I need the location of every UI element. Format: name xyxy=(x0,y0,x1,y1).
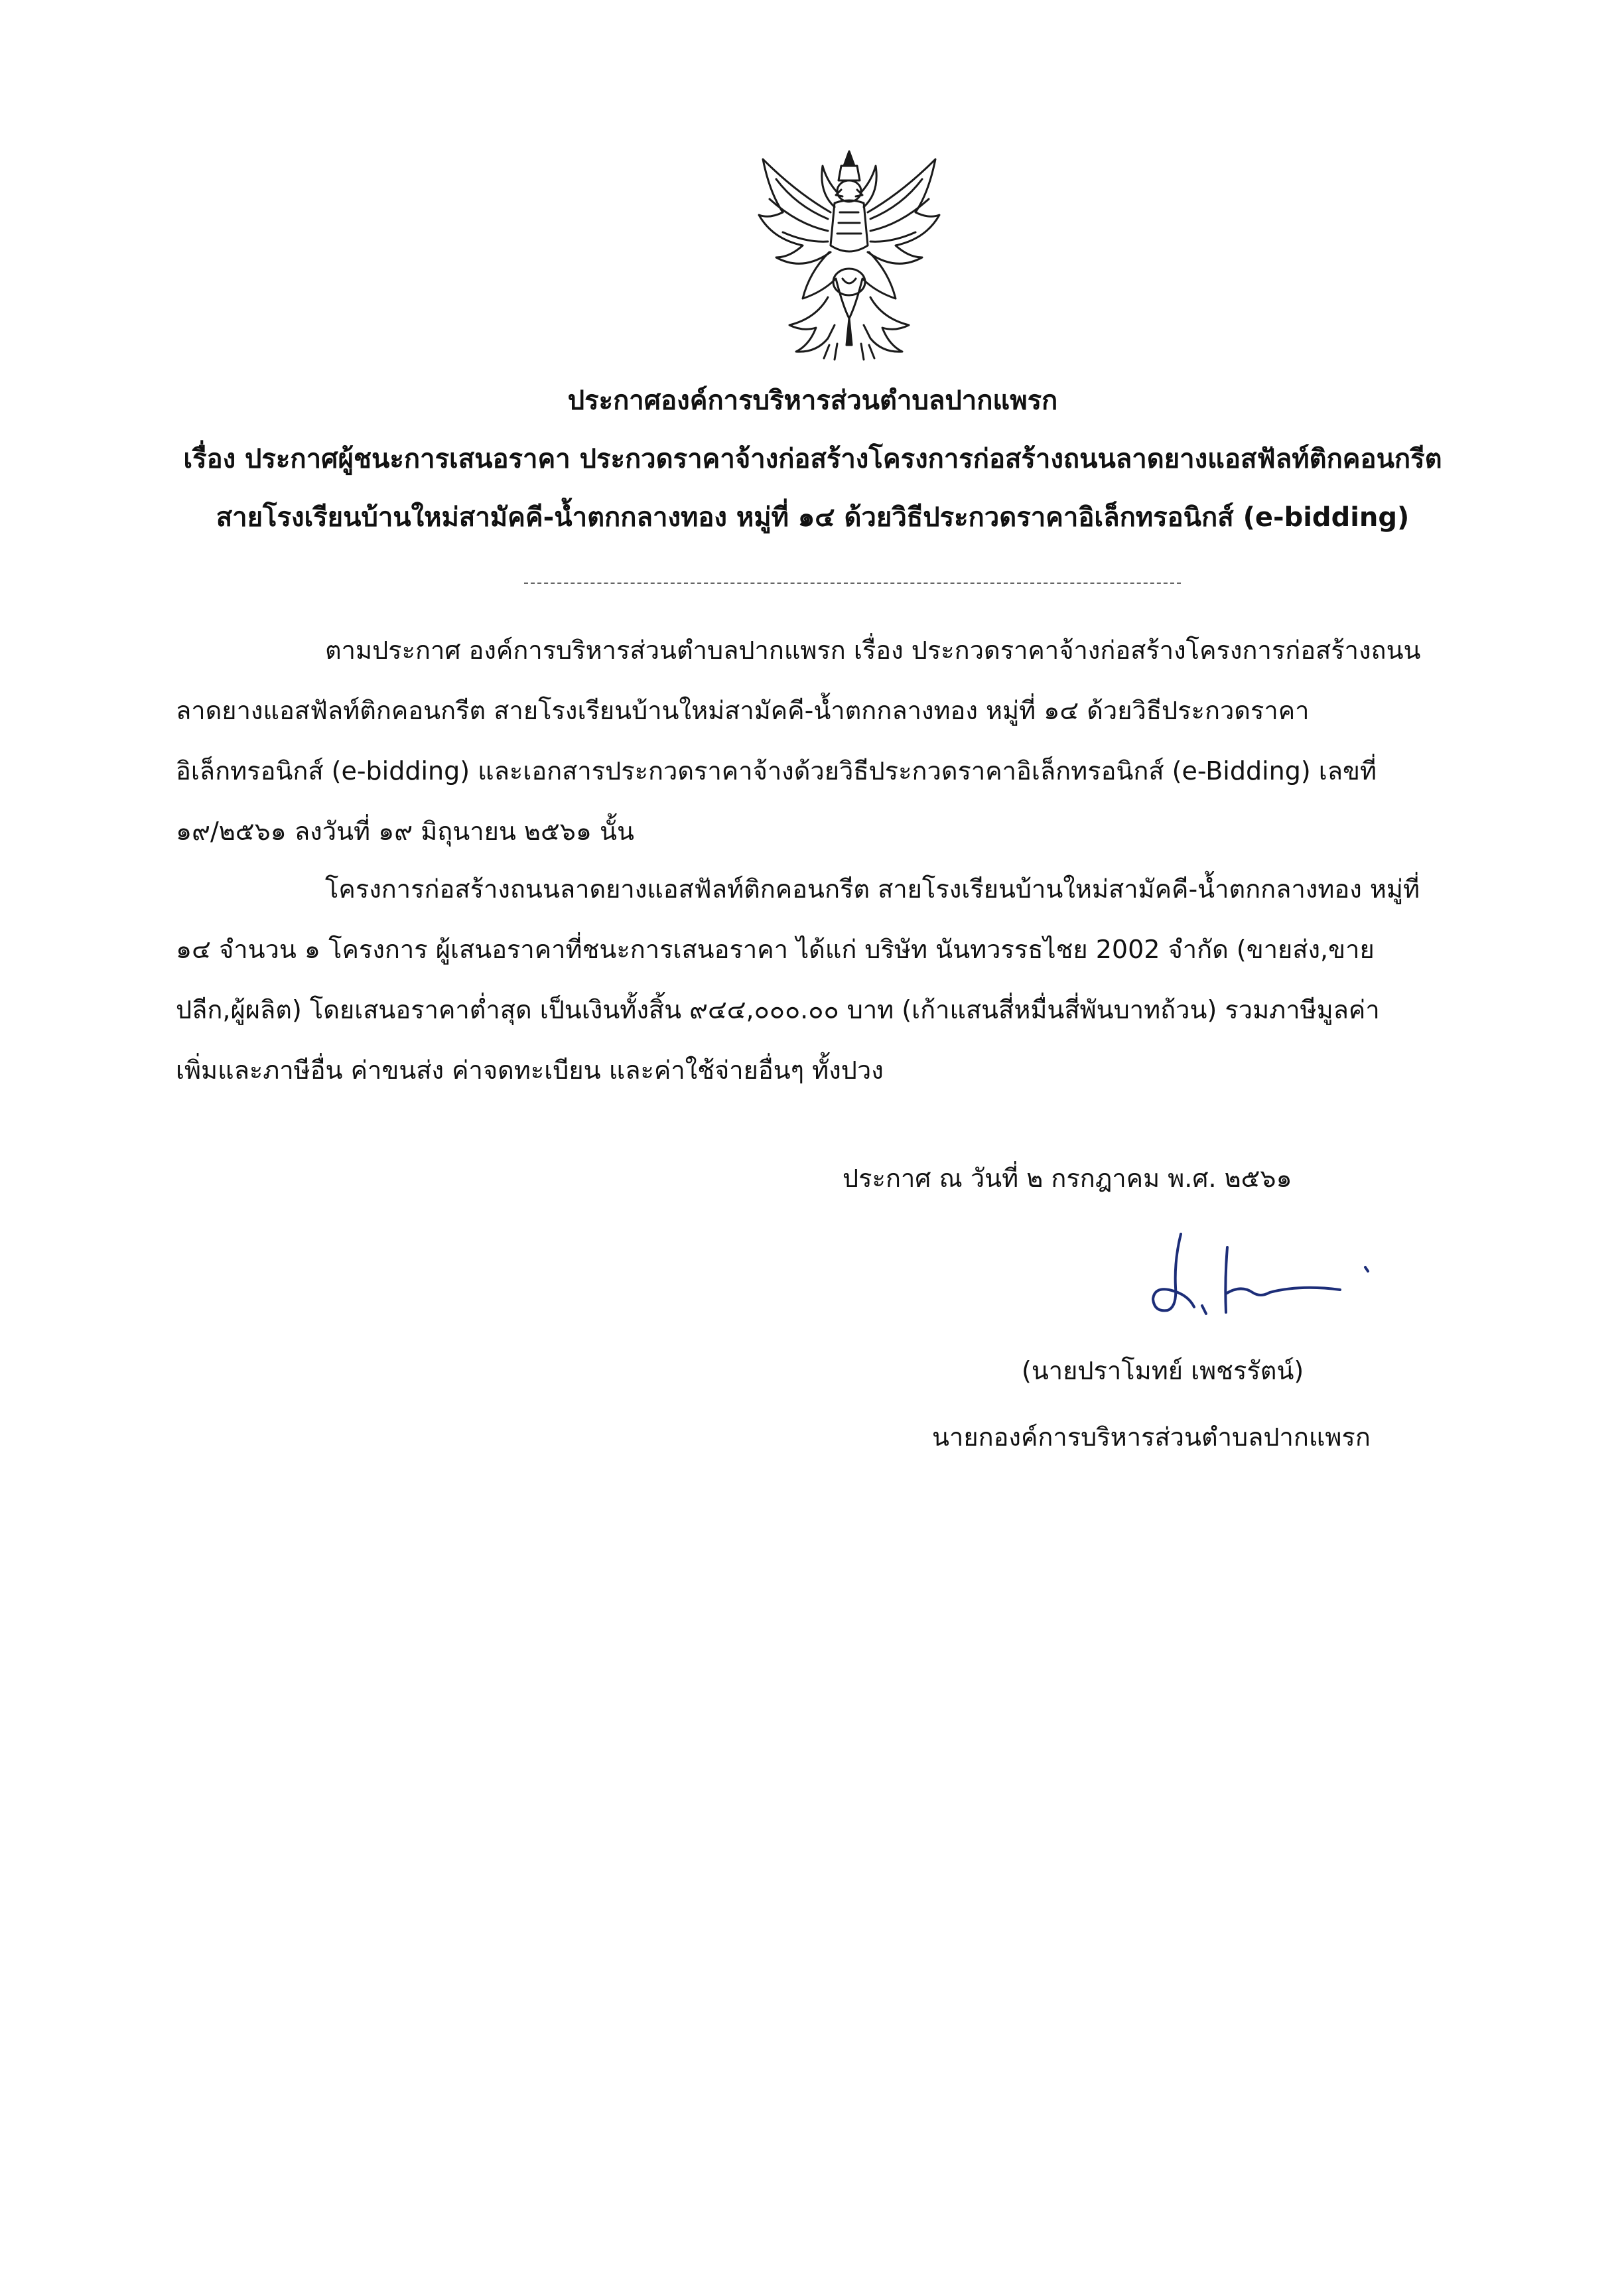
announcement-date: ประกาศ ณ วันที่ ๒ กรกฎาคม พ.ศ. ๒๕๖๑ xyxy=(843,1164,1292,1193)
garuda-emblem-icon xyxy=(750,146,949,365)
paragraph-1-line-2: ลาดยางแอสฟัลท์ติกคอนกรีต สายโรงเรียนบ้านใหม่สามัคคี-น้ำตกกลางทอง หมู่ที่ ๑๔ ด้วยวิธีประกวดราคา xyxy=(176,696,1310,725)
paragraph-1-line-1: ตามประกาศ องค์การบริหารส่วนตำบลปากแพรก เรื่อง ประกวดราคาจ้างก่อสร้างโครงการก่อสร้างถนน xyxy=(325,636,1421,665)
signer-title: นายกองค์การบริหารส่วนตำบลปากแพรก xyxy=(932,1422,1371,1452)
signature-icon xyxy=(1128,1221,1387,1334)
body-paragraph-2 xyxy=(176,859,1486,1101)
title-line-2: เรื่อง ประกาศผู้ชนะการเสนอราคา ประกวดราคาจ้างก่อสร้างโครงการก่อสร้างถนนลาดยางแอสฟัลท์ติกคอนกรีต xyxy=(183,444,1442,474)
paragraph-1-line-4: ๑๙/๒๕๖๑ ลงวันที่ ๑๙ มิถุนายน ๒๕๖๑ นั้น xyxy=(176,817,634,846)
paragraph-2-line-3: ปลีก,ผู้ผลิต) โดยเสนอราคาต่ำสุด เป็นเงินทั้งสิ้น ๙๔๔,๐๐๐.๐๐ บาท (เก้าแสนสี่หมื่นสี่พันบาทถ้วน) รวมภาษีมูลค่า xyxy=(176,995,1380,1024)
paragraph-1-line-3: อิเล็กทรอนิกส์ (e-bidding) และเอกสารประกวดราคาจ้างด้วยวิธีประกวดราคาอิเล็กทรอนิกส์ (e-Bidding) เลขที่ xyxy=(176,756,1377,786)
signer-name: (นายปราโมทย์ เพชรรัตน์) xyxy=(1022,1356,1304,1385)
paragraph-2-line-1: โครงการก่อสร้างถนนลาดยางแอสฟัลท์ติกคอนกรีต สายโรงเรียนบ้านใหม่สามัคคี-น้ำตกกลางทอง หมู่ที่ xyxy=(325,874,1420,904)
body-paragraph-1 xyxy=(176,620,1486,862)
title-line-3: สายโรงเรียนบ้านใหม่สามัคคี-น้ำตกกลางทอง หมู่ที่ ๑๔ ด้วยวิธีประกวดราคาอิเล็กทรอนิกส์ (e-bidding) xyxy=(216,502,1410,533)
title-line-1: ประกาศองค์การบริหารส่วนตำบลปากแพรก xyxy=(567,385,1058,416)
paragraph-2-line-4: เพิ่มและภาษีอื่น ค่าขนส่ง ค่าจดทะเบียน และค่าใช้จ่ายอื่นๆ ทั้งปวง xyxy=(176,1056,884,1085)
announcement-title xyxy=(166,372,1459,547)
paragraph-2-line-2: ๑๔ จำนวน ๑ โครงการ ผู้เสนอราคาที่ชนะการเสนอราคา ได้แก่ บริษัท นันทวรรธไชย 2002 จำกัด (ขายส่ง,ขาย xyxy=(176,935,1375,964)
title-separator xyxy=(524,583,1181,584)
